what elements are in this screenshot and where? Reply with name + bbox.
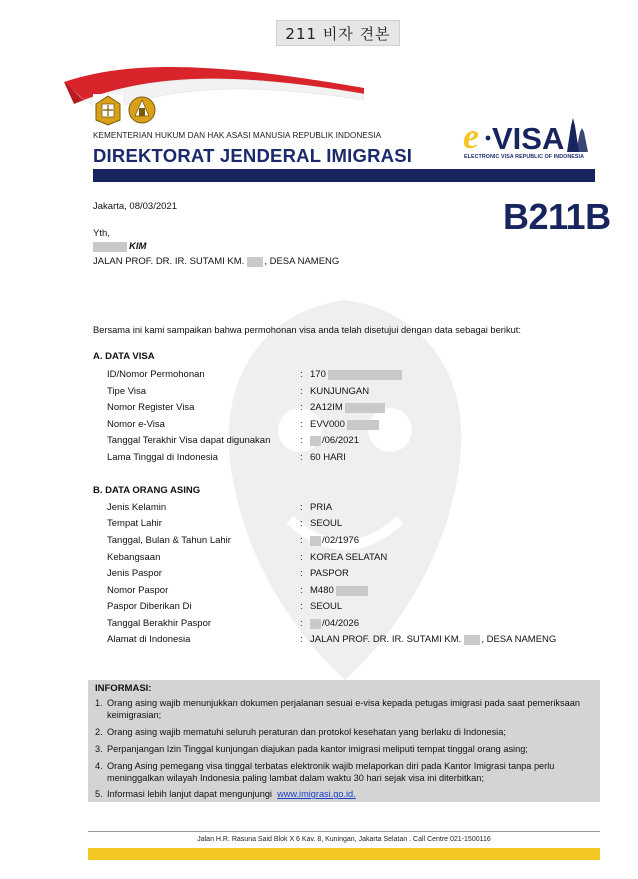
row-label: Kebangsaan bbox=[107, 552, 161, 563]
info-item bbox=[95, 726, 595, 738]
visa-row: ID/Nomor Permohonan : 170 bbox=[107, 368, 402, 381]
visa-code: B211B bbox=[503, 196, 611, 237]
emblems bbox=[93, 94, 159, 128]
row-value: /06/2021 bbox=[322, 435, 359, 446]
section-visa-title: A. DATA VISA bbox=[93, 351, 155, 362]
evisa-subtitle: ELECTRONIC VISA REPUBLIC OF INDONESIA bbox=[464, 154, 585, 160]
garuda-watermark-icon bbox=[190, 290, 500, 690]
svg-text:e: e bbox=[463, 116, 479, 156]
row-label: Jenis Paspor bbox=[107, 568, 162, 579]
svg-text:VISA: VISA bbox=[492, 121, 565, 156]
redacted-block bbox=[328, 370, 402, 380]
foreigner-row: Nomor Paspor : M480 bbox=[107, 584, 368, 597]
ministry-name: KEMENTERIAN HUKUM DAN HAK ASASI MANUSIA REPUBLIK INDONESIA bbox=[93, 131, 382, 140]
visa-row: Tanggal Terakhir Visa dapat digunakan : /06/2021 bbox=[107, 435, 359, 446]
info-item-text: Orang Asing pemegang visa tinggal terbatas elektronik wajib melaporkan diri pada Kantor Imigrasi tanpa perlu meninggalkan wilayah Indonesia paling lambat dalam waktu 30 hari sejak visa ini diterbitkan; bbox=[107, 761, 555, 783]
redacted-block bbox=[310, 436, 321, 446]
footer-divider bbox=[88, 831, 600, 832]
row-value: M480 bbox=[310, 585, 334, 596]
foreigner-row: Jenis Paspor : PASPOR bbox=[107, 568, 349, 579]
info-item-number: 2. bbox=[95, 727, 103, 737]
row-value: JALAN PROF. DR. IR. SUTAMI KM. bbox=[310, 634, 462, 645]
row-value: SEOUL bbox=[310, 601, 343, 612]
info-item bbox=[95, 697, 595, 721]
foreigner-row: Jenis Kelamin : PRIA bbox=[107, 502, 333, 513]
visa-row: Tipe Visa : KUNJUNGAN bbox=[107, 386, 370, 397]
redacted-block bbox=[310, 536, 321, 546]
foreigner-row: Tanggal Berakhir Paspor : /04/2026 bbox=[107, 618, 359, 629]
info-item bbox=[95, 760, 595, 784]
row-label: Nomor Register Visa bbox=[107, 402, 195, 413]
row-label: Tanggal, Bulan & Tahun Lahir bbox=[107, 535, 231, 546]
row-label: Alamat di Indonesia bbox=[107, 634, 191, 645]
row-label: Tanggal Berakhir Paspor bbox=[107, 618, 212, 629]
redacted-block bbox=[93, 242, 127, 252]
row-value: PASPOR bbox=[310, 568, 349, 579]
address-prefix: JALAN PROF. DR. IR. SUTAMI KM. bbox=[93, 256, 245, 267]
address-suffix: , DESA NAMENG bbox=[264, 256, 340, 267]
foreigner-row: Kebangsaan : KOREA SELATAN bbox=[107, 552, 388, 563]
row-value: KOREA SELATAN bbox=[310, 552, 388, 563]
row-label: Nomor Paspor bbox=[107, 585, 169, 596]
document-caption: 211 비자 견본 bbox=[276, 20, 400, 46]
redacted-block bbox=[336, 586, 368, 596]
recipient-name: KIM bbox=[129, 241, 147, 252]
row-value: SEOUL bbox=[310, 518, 343, 529]
info-item-number: 1. bbox=[95, 698, 103, 708]
redacted-block bbox=[345, 403, 385, 413]
row-value: /04/2026 bbox=[322, 618, 359, 629]
row-label: Lama Tinggal di Indonesia bbox=[107, 452, 218, 463]
row-label: Paspor Diberikan Di bbox=[107, 601, 192, 612]
letter-date: Jakarta, 08/03/2021 bbox=[93, 201, 177, 212]
row-label: ID/Nomor Permohonan bbox=[107, 369, 205, 380]
visa-row: Lama Tinggal di Indonesia : 60 HARI bbox=[107, 452, 346, 463]
info-item-text: Perpanjangan Izin Tinggal kunjungan diajukan pada kantor imigrasi meliputi tempat tinggal orang asing; bbox=[107, 744, 528, 754]
row-value: PRIA bbox=[310, 502, 333, 513]
row-label: Tanggal Terakhir Visa dapat digunakan bbox=[107, 435, 271, 446]
row-value: 170 bbox=[310, 369, 326, 380]
redacted-block bbox=[247, 257, 263, 267]
info-title: INFORMASI: bbox=[95, 683, 152, 694]
recipient-name-row bbox=[93, 241, 146, 252]
visa-row: Nomor Register Visa : 2A12IM bbox=[107, 401, 385, 414]
salutation: Yth, bbox=[93, 228, 110, 239]
visa-row: Nomor e-Visa : EVV000 bbox=[107, 418, 379, 431]
redacted-block bbox=[464, 635, 480, 645]
recipient-address bbox=[93, 256, 339, 267]
info-item bbox=[95, 743, 595, 755]
row-value: EVV000 bbox=[310, 419, 345, 430]
redacted-block bbox=[310, 619, 321, 629]
immigration-emblem-icon bbox=[127, 94, 157, 126]
row-label: Tempat Lahir bbox=[107, 518, 162, 529]
header-bar bbox=[93, 169, 595, 182]
row-label: Nomor e-Visa bbox=[107, 419, 165, 430]
redacted-block bbox=[347, 420, 379, 430]
info-item-text: Orang asing wajib mematuhi seluruh peraturan dan protokol kesehatan yang berlaku di Indonesia; bbox=[107, 727, 506, 737]
footer-bar bbox=[88, 848, 600, 860]
foreigner-row: Tanggal, Bulan & Tahun Lahir : /02/1976 bbox=[107, 535, 359, 546]
foreigner-row: Alamat di Indonesia : JALAN PROF. DR. IR. SUTAMI KM. , DESA NAMENG bbox=[107, 634, 557, 645]
row-value: 60 HARI bbox=[310, 452, 346, 463]
info-item-number: 5. bbox=[95, 789, 103, 799]
directorate-title: DIREKTORAT JENDERAL IMIGRASI bbox=[93, 145, 413, 166]
foreigner-row: Paspor Diberikan Di : SEOUL bbox=[107, 601, 343, 612]
row-value: /02/1976 bbox=[322, 535, 359, 546]
foreigner-row: Tempat Lahir : SEOUL bbox=[107, 518, 343, 529]
info-item-text: Informasi lebih lanjut dapat mengunjungi bbox=[107, 789, 272, 799]
row-value-suffix: , DESA NAMENG bbox=[481, 634, 557, 645]
info-item-number: 3. bbox=[95, 744, 103, 754]
row-label: Jenis Kelamin bbox=[107, 502, 167, 513]
immigration-website-link[interactable]: www.imigrasi.go.id. bbox=[277, 789, 356, 799]
row-value: KUNJUNGAN bbox=[310, 386, 370, 397]
footer-address: Jalan H.R. Rasuna Said Blok X 6 Kav. 8, Kuningan, Jakarta Selatan . Call Centre 021-1500116 bbox=[197, 836, 491, 843]
info-item-number: 4. bbox=[95, 761, 103, 771]
row-label: Tipe Visa bbox=[107, 386, 147, 397]
info-item-text: Orang asing wajib menunjukkan dokumen perjalanan sesuai e-visa kepada petugas imigrasi pada saat pemeriksaan keimigrasian; bbox=[107, 698, 580, 720]
section-foreigner-title: B. DATA ORANG ASING bbox=[93, 485, 201, 496]
row-value: 2A12IM bbox=[310, 402, 343, 413]
intro-text: Bersama ini kami sampaikan bahwa permohonan visa anda telah disetujui dengan data sebagai berikut: bbox=[93, 325, 521, 335]
info-item bbox=[95, 788, 595, 800]
ministry-emblem-icon bbox=[93, 94, 123, 126]
